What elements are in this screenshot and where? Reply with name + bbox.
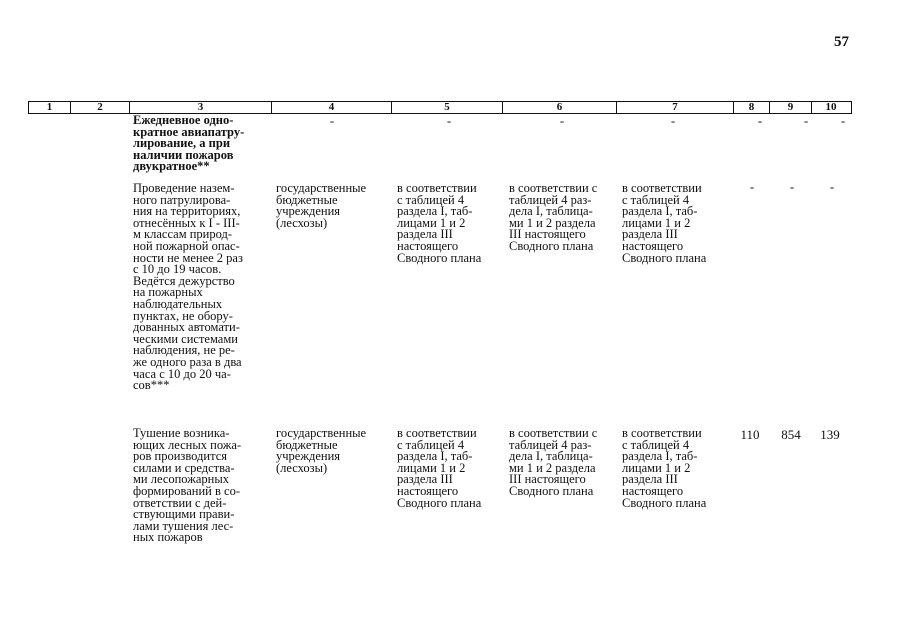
header-cell-2: 2 [71, 102, 130, 113]
header-cell-8: 8 [734, 102, 770, 113]
column-6-cell: - [559, 113, 565, 128]
page-number: 57 [834, 34, 849, 50]
column-7-cell: в соответствии с таблицей 4 раздела I, таб- лицами 1 и 2 раздела III настоящего Сводного плана [622, 426, 707, 510]
header-cell-4: 4 [272, 102, 392, 113]
column-8-cell: - [749, 179, 755, 194]
header-cell-7: 7 [617, 102, 734, 113]
column-10-cell: - [829, 179, 835, 194]
column-5-cell: в соответствии с таблицей 4 раздела I, таб- лицами 1 и 2 раздела III настоящего Сводного плана [397, 181, 482, 265]
column-9-cell: - [789, 179, 795, 194]
measure-cell: Ежедневное одно- кратное авиапатру- лирование, а при наличии пожаров двукратное** [133, 113, 245, 174]
column-6-cell: в соответствии с таблицей 4 раз- дела I, таблица- ми 1 и 2 раздела III настоящего Сводного плана [509, 181, 598, 253]
header-cell-3: 3 [130, 102, 272, 113]
measure-cell: Тушение возника- ющих лесных пожа- ров производится силами и средства- ми лесопожарных формирований в со- ответствии с дей- ствующими прави- лами тушения лес- ных пожаров [133, 426, 242, 545]
column-7-cell: в соответствии с таблицей 4 раздела I, таб- лицами 1 и 2 раздела III настоящего Сводного плана [622, 181, 707, 265]
executor-cell: государственные бюджетные учреждения (лесхозы) [276, 426, 367, 475]
column-8-cell: 110 [740, 427, 760, 442]
header-cell-5: 5 [392, 102, 503, 113]
column-8-cell: - [757, 113, 763, 128]
column-7-cell: - [670, 113, 676, 128]
executor-cell: государственные бюджетные учреждения (лесхозы) [276, 181, 367, 230]
column-5-cell: - [446, 113, 452, 128]
header-cell-6: 6 [503, 102, 617, 113]
executor-cell: - [329, 113, 335, 128]
column-10-cell: 139 [820, 427, 840, 442]
header-cell-9: 9 [770, 102, 812, 113]
header-cell-1: 1 [29, 102, 71, 113]
column-5-cell: в соответствии с таблицей 4 раздела I, таб- лицами 1 и 2 раздела III настоящего Сводного плана [397, 426, 482, 510]
measure-cell: Проведение назем- ного патрулирова- ния на территориях, отнесённых к I - III- м классам природ- ной пожарной опас- ности не менее 2 раз с 10 до 19 часов. Ведётся дежурство на пожарных наблюдательных пунктах, не обору- дованных автомати- ческими системами наблюдения, не ре- же одного раза в два часа с 10 до 20 ча- сов*** [133, 181, 243, 393]
header-cell-10: 10 [825, 101, 837, 113]
column-6-cell: в соответствии с таблицей 4 раз- дела I, таблица- ми 1 и 2 раздела III настоящего Сводного плана [509, 426, 598, 498]
column-9-cell: - [803, 113, 809, 128]
column-10-cell: - [840, 113, 846, 128]
column-9-cell: 854 [781, 427, 801, 442]
